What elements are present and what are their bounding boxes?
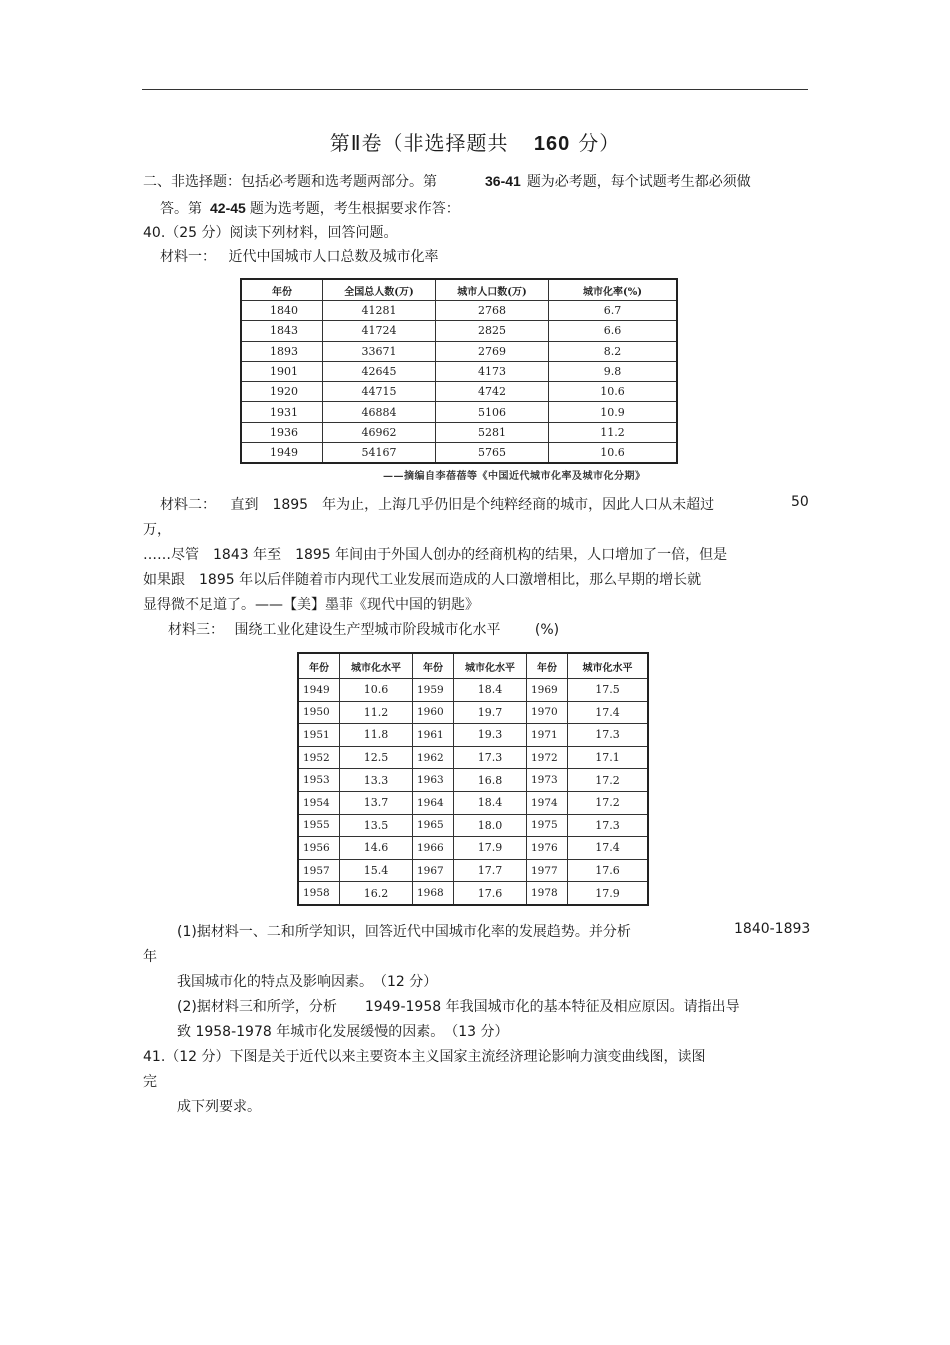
table-row xyxy=(241,402,677,422)
table-urbanization-level xyxy=(297,652,649,906)
material2-wrap: 万， xyxy=(143,522,171,538)
table-urban-population xyxy=(240,278,678,464)
year-cell: 1962 xyxy=(413,746,454,769)
table-row xyxy=(298,746,648,769)
sub-question-1-line-1: (1)据材料一、二和所学知识，回答近代中国城市化率的发展趋势。并分析 xyxy=(177,924,631,940)
value-cell: 17.4 xyxy=(568,837,649,860)
col-header: 年份 xyxy=(298,653,340,679)
year-cell: 1967 xyxy=(413,859,454,882)
year-cell: 1976 xyxy=(527,837,568,860)
material3-unit: (%) xyxy=(534,622,560,638)
q41-line-2: 成下列要求。 xyxy=(177,1099,261,1115)
value-cell: 14.6 xyxy=(340,837,413,860)
value-cell: 18.0 xyxy=(454,814,527,837)
value-cell: 17.6 xyxy=(454,882,527,905)
title-text: 第Ⅱ卷（非选择题共 xyxy=(329,131,509,155)
table-row xyxy=(298,701,648,724)
material2-line-3: 如果跟 1895 年以后伴随着市内现代工业发展而造成的人口激增相比，那么早期的增长就 xyxy=(143,572,702,588)
year-cell: 1957 xyxy=(298,859,340,882)
value-cell: 44715 xyxy=(323,382,436,402)
year-cell: 1958 xyxy=(298,882,340,905)
value-cell: 10.6 xyxy=(549,382,678,402)
year-cell: 1920 xyxy=(241,382,323,402)
value-cell: 6.7 xyxy=(549,301,678,321)
year-cell: 1973 xyxy=(527,769,568,792)
table-row xyxy=(241,341,677,361)
table-row xyxy=(298,814,648,837)
table-row xyxy=(298,837,648,860)
year-cell: 1949 xyxy=(298,679,340,702)
table-row xyxy=(241,443,677,464)
value-cell: 2769 xyxy=(436,341,549,361)
col-header: 年份 xyxy=(241,279,323,301)
value-cell: 17.7 xyxy=(454,859,527,882)
year-cell: 1950 xyxy=(298,701,340,724)
year-cell: 1964 xyxy=(413,791,454,814)
value-cell: 17.9 xyxy=(568,882,649,905)
q41-line-1: 41.（12 分）下图是关于近代以来主要资本主义国家主流经济理论影响力演变曲线图，读图 xyxy=(143,1049,706,1065)
title-suffix: 分） xyxy=(578,131,621,155)
intro-range-optional: 42-45 xyxy=(210,200,246,216)
top-rule xyxy=(142,89,808,90)
value-cell: 17.9 xyxy=(454,837,527,860)
value-cell: 9.8 xyxy=(549,361,678,381)
value-cell: 41724 xyxy=(323,321,436,341)
value-cell: 12.5 xyxy=(340,746,413,769)
table-row xyxy=(241,321,677,341)
col-header: 城市化水平 xyxy=(454,653,527,679)
value-cell: 42645 xyxy=(323,361,436,381)
table1-source: ——摘编自李蓓蓓等《中国近代城市化率及城市化分期》 xyxy=(383,471,646,482)
value-cell: 46884 xyxy=(323,402,436,422)
value-cell: 17.5 xyxy=(568,679,649,702)
value-cell: 17.3 xyxy=(454,746,527,769)
year-cell: 1960 xyxy=(413,701,454,724)
material3-label: 材料三： xyxy=(168,622,224,638)
value-cell: 19.7 xyxy=(454,701,527,724)
value-cell: 13.3 xyxy=(340,769,413,792)
year-cell: 1975 xyxy=(527,814,568,837)
year-cell: 1936 xyxy=(241,422,323,442)
value-cell: 46962 xyxy=(323,422,436,442)
material3-heading xyxy=(168,619,559,639)
year-cell: 1977 xyxy=(527,859,568,882)
value-cell: 4742 xyxy=(436,382,549,402)
table-row xyxy=(298,769,648,792)
table-row xyxy=(241,382,677,402)
col-header: 城市化水平 xyxy=(340,653,413,679)
year-cell: 1954 xyxy=(298,791,340,814)
col-header: 年份 xyxy=(527,653,568,679)
value-cell: 18.4 xyxy=(454,679,527,702)
value-cell: 6.6 xyxy=(549,321,678,341)
year-cell: 1965 xyxy=(413,814,454,837)
year-cell: 1901 xyxy=(241,361,323,381)
sub-question-1-years: 1840-1893 xyxy=(734,921,811,937)
year-cell: 1959 xyxy=(413,679,454,702)
year-cell: 1974 xyxy=(527,791,568,814)
value-cell: 16.2 xyxy=(340,882,413,905)
intro-text: 二、非选择题：包括必考题和选考题两部分。第 xyxy=(143,174,437,190)
table-row xyxy=(241,361,677,381)
col-header: 年份 xyxy=(413,653,454,679)
value-cell: 33671 xyxy=(323,341,436,361)
table-row xyxy=(298,724,648,747)
year-cell: 1949 xyxy=(241,443,323,464)
value-cell: 8.2 xyxy=(549,341,678,361)
value-cell: 5281 xyxy=(436,422,549,442)
year-cell: 1951 xyxy=(298,724,340,747)
title-score: 160 xyxy=(533,133,571,155)
table-header-row xyxy=(298,653,648,679)
q41-wrap: 完 xyxy=(143,1074,157,1090)
intro-text: 答。第 xyxy=(160,201,202,217)
value-cell: 10.9 xyxy=(549,402,678,422)
table-row xyxy=(241,422,677,442)
material2-label: 材料二： xyxy=(160,497,216,513)
intro-line-1 xyxy=(143,171,751,191)
table-row xyxy=(298,859,648,882)
intro-range-required: 36-41 xyxy=(485,173,521,189)
value-cell: 17.6 xyxy=(568,859,649,882)
value-cell: 17.4 xyxy=(568,701,649,724)
table-row xyxy=(298,679,648,702)
value-cell: 5106 xyxy=(436,402,549,422)
value-cell: 17.3 xyxy=(568,814,649,837)
year-cell: 1969 xyxy=(527,679,568,702)
intro-text: 题为选考题，考生根据要求作答： xyxy=(249,201,460,217)
sub-question-2-line-1: (2)据材料三和所学，分析 1949-1958 年我国城市化的基本特征及相应原因。请指出导 xyxy=(177,999,740,1015)
sub-question-2-line-2: 致 1958-1978 年城市化发展缓慢的因素。 （13 分） xyxy=(177,1024,509,1040)
q40-stem: 40.（25 分）阅读下列材料，回答问题。 xyxy=(143,225,398,241)
material1-title: 近代中国城市人口总数及城市化率 xyxy=(228,249,439,265)
value-cell: 18.4 xyxy=(454,791,527,814)
year-cell: 1961 xyxy=(413,724,454,747)
material2-number: 50 xyxy=(791,494,809,510)
year-cell: 1931 xyxy=(241,402,323,422)
value-cell: 4173 xyxy=(436,361,549,381)
year-cell: 1972 xyxy=(527,746,568,769)
sub-question-1-wrap: 年 xyxy=(143,949,157,965)
value-cell: 13.5 xyxy=(340,814,413,837)
table-row xyxy=(241,301,677,321)
page-title xyxy=(0,127,950,156)
material2-line-4: 显得微不足道了。——【美】墨菲《现代中国的钥匙》 xyxy=(143,597,479,613)
col-header: 城市化率(%) xyxy=(549,279,678,301)
value-cell: 17.2 xyxy=(568,769,649,792)
value-cell: 17.3 xyxy=(568,724,649,747)
col-header: 城市人口数(万) xyxy=(436,279,549,301)
year-cell: 1968 xyxy=(413,882,454,905)
year-cell: 1843 xyxy=(241,321,323,341)
value-cell: 11.2 xyxy=(549,422,678,442)
year-cell: 1963 xyxy=(413,769,454,792)
value-cell: 13.7 xyxy=(340,791,413,814)
value-cell: 16.8 xyxy=(454,769,527,792)
material1-heading xyxy=(160,246,438,266)
value-cell: 5765 xyxy=(436,443,549,464)
col-header: 全国总人数(万) xyxy=(323,279,436,301)
value-cell: 11.2 xyxy=(340,701,413,724)
material2-line-2: ……尽管 1843 年至 1895 年间由于外国人创办的经商机构的结果，人口增加了一倍，但是 xyxy=(143,547,728,563)
intro-line-2 xyxy=(160,198,460,218)
value-cell: 17.1 xyxy=(568,746,649,769)
material1-label: 材料一： xyxy=(160,249,216,265)
material3-title: 围绕工业化建设生产型城市阶段城市化水平 xyxy=(234,622,501,638)
sub-question-1-line-2: 我国城市化的特点及影响因素。 （12 分） xyxy=(177,974,438,990)
year-cell: 1971 xyxy=(527,724,568,747)
value-cell: 11.8 xyxy=(340,724,413,747)
value-cell: 19.3 xyxy=(454,724,527,747)
value-cell: 54167 xyxy=(323,443,436,464)
material2-line-1 xyxy=(160,494,714,514)
value-cell: 2768 xyxy=(436,301,549,321)
value-cell: 2825 xyxy=(436,321,549,341)
year-cell: 1978 xyxy=(527,882,568,905)
year-cell: 1956 xyxy=(298,837,340,860)
year-cell: 1970 xyxy=(527,701,568,724)
material2-text: 直到 1895 年为止，上海几乎仍旧是个纯粹经商的城市，因此人口从未超过 xyxy=(230,497,715,513)
year-cell: 1953 xyxy=(298,769,340,792)
table-header-row xyxy=(241,279,677,301)
year-cell: 1952 xyxy=(298,746,340,769)
value-cell: 17.2 xyxy=(568,791,649,814)
value-cell: 10.6 xyxy=(549,443,678,464)
year-cell: 1893 xyxy=(241,341,323,361)
year-cell: 1966 xyxy=(413,837,454,860)
value-cell: 41281 xyxy=(323,301,436,321)
year-cell: 1840 xyxy=(241,301,323,321)
table-row xyxy=(298,882,648,905)
table-row xyxy=(298,791,648,814)
intro-text: 题为必考题，每个试题考生都必须做 xyxy=(526,174,751,190)
value-cell: 10.6 xyxy=(340,679,413,702)
value-cell: 15.4 xyxy=(340,859,413,882)
year-cell: 1955 xyxy=(298,814,340,837)
col-header: 城市化水平 xyxy=(568,653,649,679)
